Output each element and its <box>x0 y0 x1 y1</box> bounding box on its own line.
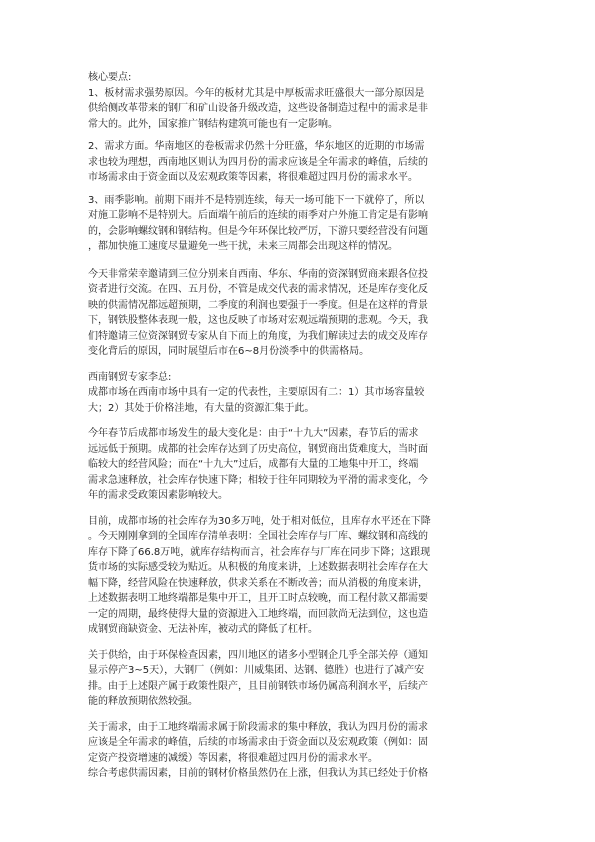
intro-paragraph <box>88 267 507 360</box>
text-line: 排。由于上述限产属于政策性限产，且目前钢铁市场仍属高利润水平，后续产 <box>88 680 428 692</box>
text-line: 远远低于预期。成都的社会库存达到了历史高位，钢贸商出货难度大，当时面 <box>88 443 428 455</box>
paragraph-4 <box>88 720 507 782</box>
text-line: 常大的。此外，国家推广钢结构建筑可能也有一定影响。 <box>88 118 338 130</box>
text-line: 1、板材需求强势原因。今年的板材尤其是中厚板需求旺盛很大一部分原因是 <box>88 87 425 99</box>
text-line: 。今天刚刚拿到的全国库存清单表明：全国社会库存与厂库、螺纹钢和高线的 <box>88 531 428 542</box>
text-line: 大；2）其处于价格洼地，有大量的资源汇集于此。 <box>88 402 315 414</box>
text-line: 对施工影响不是特别大。后面端午前后的连续的雨季对户外施工肯定是有影响 <box>88 210 428 221</box>
text-line: 资者进行交流。在四、五月份，不管是成交代表的需求情况，还是库存变化反 <box>88 284 428 295</box>
key-points-heading: 核心要点: <box>88 72 132 83</box>
text-line: 上述数据表明工地终端都是集中开工，且开工时点较晚，而工程付款又都需要 <box>88 593 428 604</box>
text-line: 变化背后的原因，同时展望后市在6~8月份淡季中的供需格局。 <box>88 346 370 357</box>
text-line: 能的释放预期依然较强。 <box>88 696 198 707</box>
paragraph-3 <box>88 648 507 710</box>
key-points-section <box>88 70 507 86</box>
text-line: 目前，成都市场的社会库存为30多万吨，处于相对低位，且库存水平还在下降 <box>88 515 431 527</box>
text-line: 们特邀请三位资深钢贸专家从自下而上的角度，为我们解读过去的成交及库存 <box>88 330 428 342</box>
text-line: 定资产投资增速的减缓）等因素，将很难超过四月份的需求水平。 <box>88 752 378 764</box>
text-line: 映的供需情况都远超预期，二季度的利润也要强于一季度。但是在这样的背景 <box>88 299 428 311</box>
text-line: 供给侧改革带来的钢厂和矿山设备升级改造，这些设备制造过程中的需求是非 <box>88 103 428 114</box>
expert-title: 西南钢贸专家李总: <box>88 371 172 383</box>
text-line: 幅下降，经营风险在快速释放，供求关系在不断改善；而从消极的角度来讲， <box>88 577 428 589</box>
text-line: 显示停产3~5天），大钢厂（例如：川威集团、达钢、德胜）也进行了减产安 <box>88 665 425 676</box>
paragraph-2 <box>88 514 507 638</box>
text-line: ，都加快施工速度尽量避免一些干扰，未来三周都会出现这样的情况。 <box>88 241 398 252</box>
text-line: 需求急速释放，社会库存快速下降；相较于往年同期较为平滑的需求变化，今 <box>88 474 428 486</box>
text-line: 今天非常荣幸邀请到三位分别来自西南、华东、华南的资深钢贸商来跟各位投 <box>88 268 428 280</box>
text-line: 关于供给，由于环保检查因素，四川地区的诸多小型钢企几乎全部关停（通知 <box>88 649 428 661</box>
text-line: 综合考虑供需因素，目前的钢材价格虽然仍在上涨，但我认为其已经处于价格 <box>88 768 428 779</box>
text-line: 应该是全年需求的峰值，后续的市场需求由于资金面以及宏观政策（例如：固 <box>88 737 428 748</box>
text-line: 的，会影响螺纹钢和钢结构。但是今年环保比较严厉，下游只要经营没有问题 <box>88 225 428 237</box>
text-line: 库存下降了66.8万吨，就库存结构而言，社会库存与厂库在同步下降；这跟现 <box>88 546 431 558</box>
text-line: 下，钢铁股整体表现一般，这也反映了市场对宏观远端预期的悲观。今天，我 <box>88 315 428 326</box>
text-line: 今年春节后成都市场发生的最大变化是：由于“十九大”因素，春节后的需求 <box>88 428 419 439</box>
point-2 <box>88 139 507 186</box>
text-line: 关于需求，由于工地终端需求属于阶段需求的集中释放，我认为四月份的需求 <box>88 721 428 733</box>
text-line: 成钢贸商缺资金、无法补库，被动式的降低了杠杆。 <box>88 624 318 635</box>
text-line: 2、需求方面。华南地区的卷板需求仍然十分旺盛，华东地区的近期的市场需 <box>88 141 425 152</box>
text-line: 临较大的经营风险；而在“十九大”过后，成都有大量的工地集中开工，终端 <box>88 459 419 470</box>
point-1 <box>88 86 507 133</box>
text-line: 3、雨季影响。前期下雨并不是特别连续，每天一场可能下一下就停了，所以 <box>88 194 425 206</box>
text-line: 年的需求受政策因素影响较大。 <box>88 490 228 501</box>
text-line: 市场需求由于资金面以及宏观政策等因素，将很难超过四月份的需求水平。 <box>88 172 418 183</box>
text-line: 成都市场在西南市场中具有一定的代表性，主要原因有二：1）其市场容量较 <box>88 387 425 398</box>
expert-section <box>88 370 507 417</box>
point-3 <box>88 193 507 255</box>
text-line: 一定的周期，最终使得大量的资源进入工地终端，而回款尚无法到位，这也造 <box>88 608 428 620</box>
text-line: 求也较为理想，西南地区则认为四月份的需求应该是全年需求的峰值，后续的 <box>88 156 428 168</box>
text-line: 货市场的实际感受较为贴近。从积极的角度来讲，上述数据表明社会库存在大 <box>88 562 428 573</box>
paragraph-1 <box>88 426 507 504</box>
